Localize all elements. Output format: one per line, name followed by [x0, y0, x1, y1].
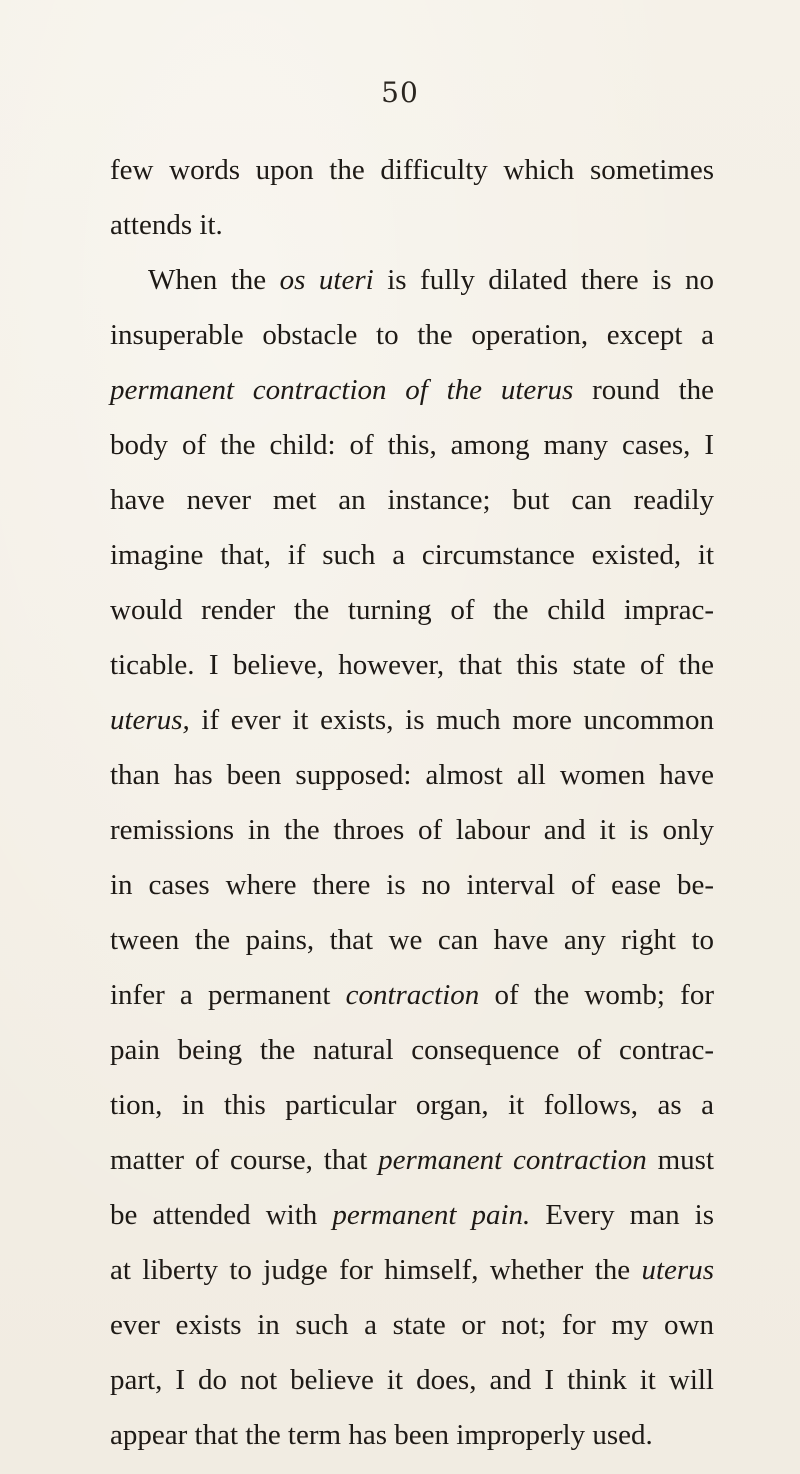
- text-line: [110, 473, 714, 528]
- text-line: [110, 693, 714, 748]
- page-number: 50: [381, 76, 419, 109]
- text-span: insuperable obstacle to the operation, except a: [110, 319, 714, 351]
- italic-text: permanent contraction of the uterus: [110, 374, 574, 406]
- text-line: [110, 528, 714, 583]
- text-line: [110, 1243, 714, 1298]
- text-span: tion, in this particular organ, it follows, as a: [110, 1089, 714, 1121]
- text-span: few words upon the difficulty which sometimes: [110, 154, 714, 186]
- text-line: [110, 803, 714, 858]
- text-span: of the womb; for: [479, 979, 714, 1011]
- text-span: appear that the term has been improperly used.: [110, 1419, 653, 1451]
- italic-text: os uteri: [279, 264, 374, 296]
- text-span: would render the turning of the child imprac-: [110, 594, 714, 626]
- text-span: matter of course, that: [110, 1144, 379, 1176]
- text-line: [110, 968, 714, 1023]
- text-span: must: [646, 1144, 715, 1176]
- text-line: [110, 418, 714, 473]
- text-line: [110, 363, 714, 418]
- italic-text: permanent pain.: [332, 1199, 531, 1231]
- text-span: ticable. I believe, however, that this state of the: [110, 649, 714, 681]
- text-line: [110, 583, 714, 638]
- text-line: [110, 748, 714, 803]
- text-line: [110, 1188, 714, 1243]
- text-span: in cases where there is no interval of ease be-: [110, 869, 714, 901]
- body-text: [110, 143, 714, 1463]
- text-span: remissions in the throes of labour and it is only: [110, 814, 714, 846]
- text-span: body of the child: of this, among many cases, I: [110, 429, 714, 461]
- text-line: [110, 253, 714, 308]
- text-line: [110, 858, 714, 913]
- text-span: at liberty to judge for himself, whether the: [110, 1254, 642, 1286]
- text-span: ever exists in such a state or not; for my own: [110, 1309, 714, 1341]
- text-line: [110, 1078, 714, 1133]
- text-line: [110, 1353, 714, 1408]
- italic-text: permanent contraction: [378, 1144, 647, 1176]
- text-span: have never met an instance; but can readily: [110, 484, 714, 516]
- text-span: attends it.: [110, 209, 223, 241]
- italic-text: uterus,: [110, 704, 190, 736]
- text-line: [110, 1023, 714, 1078]
- text-span: is fully dilated there is no: [373, 264, 714, 296]
- text-span: than has been supposed: almost all women have: [110, 759, 714, 791]
- text-span: tween the pains, that we can have any right to: [110, 924, 714, 956]
- text-span: pain being the natural consequence of contrac-: [110, 1034, 714, 1066]
- text-span: be attended with: [110, 1199, 333, 1231]
- text-span: Every man is: [530, 1199, 714, 1231]
- text-span: if ever it exists, is much more uncommon: [189, 704, 714, 736]
- text-line: [110, 1408, 714, 1463]
- text-line: [110, 198, 714, 253]
- italic-text: uterus: [641, 1254, 714, 1286]
- text-span: part, I do not believe it does, and I think it will: [110, 1364, 714, 1396]
- text-line: [110, 308, 714, 363]
- text-span: infer a permanent: [110, 979, 346, 1011]
- text-line: [110, 638, 714, 693]
- text-line: [110, 143, 714, 198]
- text-span: round the: [573, 374, 714, 406]
- text-span: imagine that, if such a circumstance existed, it: [110, 539, 714, 571]
- text-line: [110, 913, 714, 968]
- italic-text: contraction: [345, 979, 480, 1011]
- text-line: [110, 1133, 714, 1188]
- text-span: When the: [148, 264, 280, 296]
- text-line: [110, 1298, 714, 1353]
